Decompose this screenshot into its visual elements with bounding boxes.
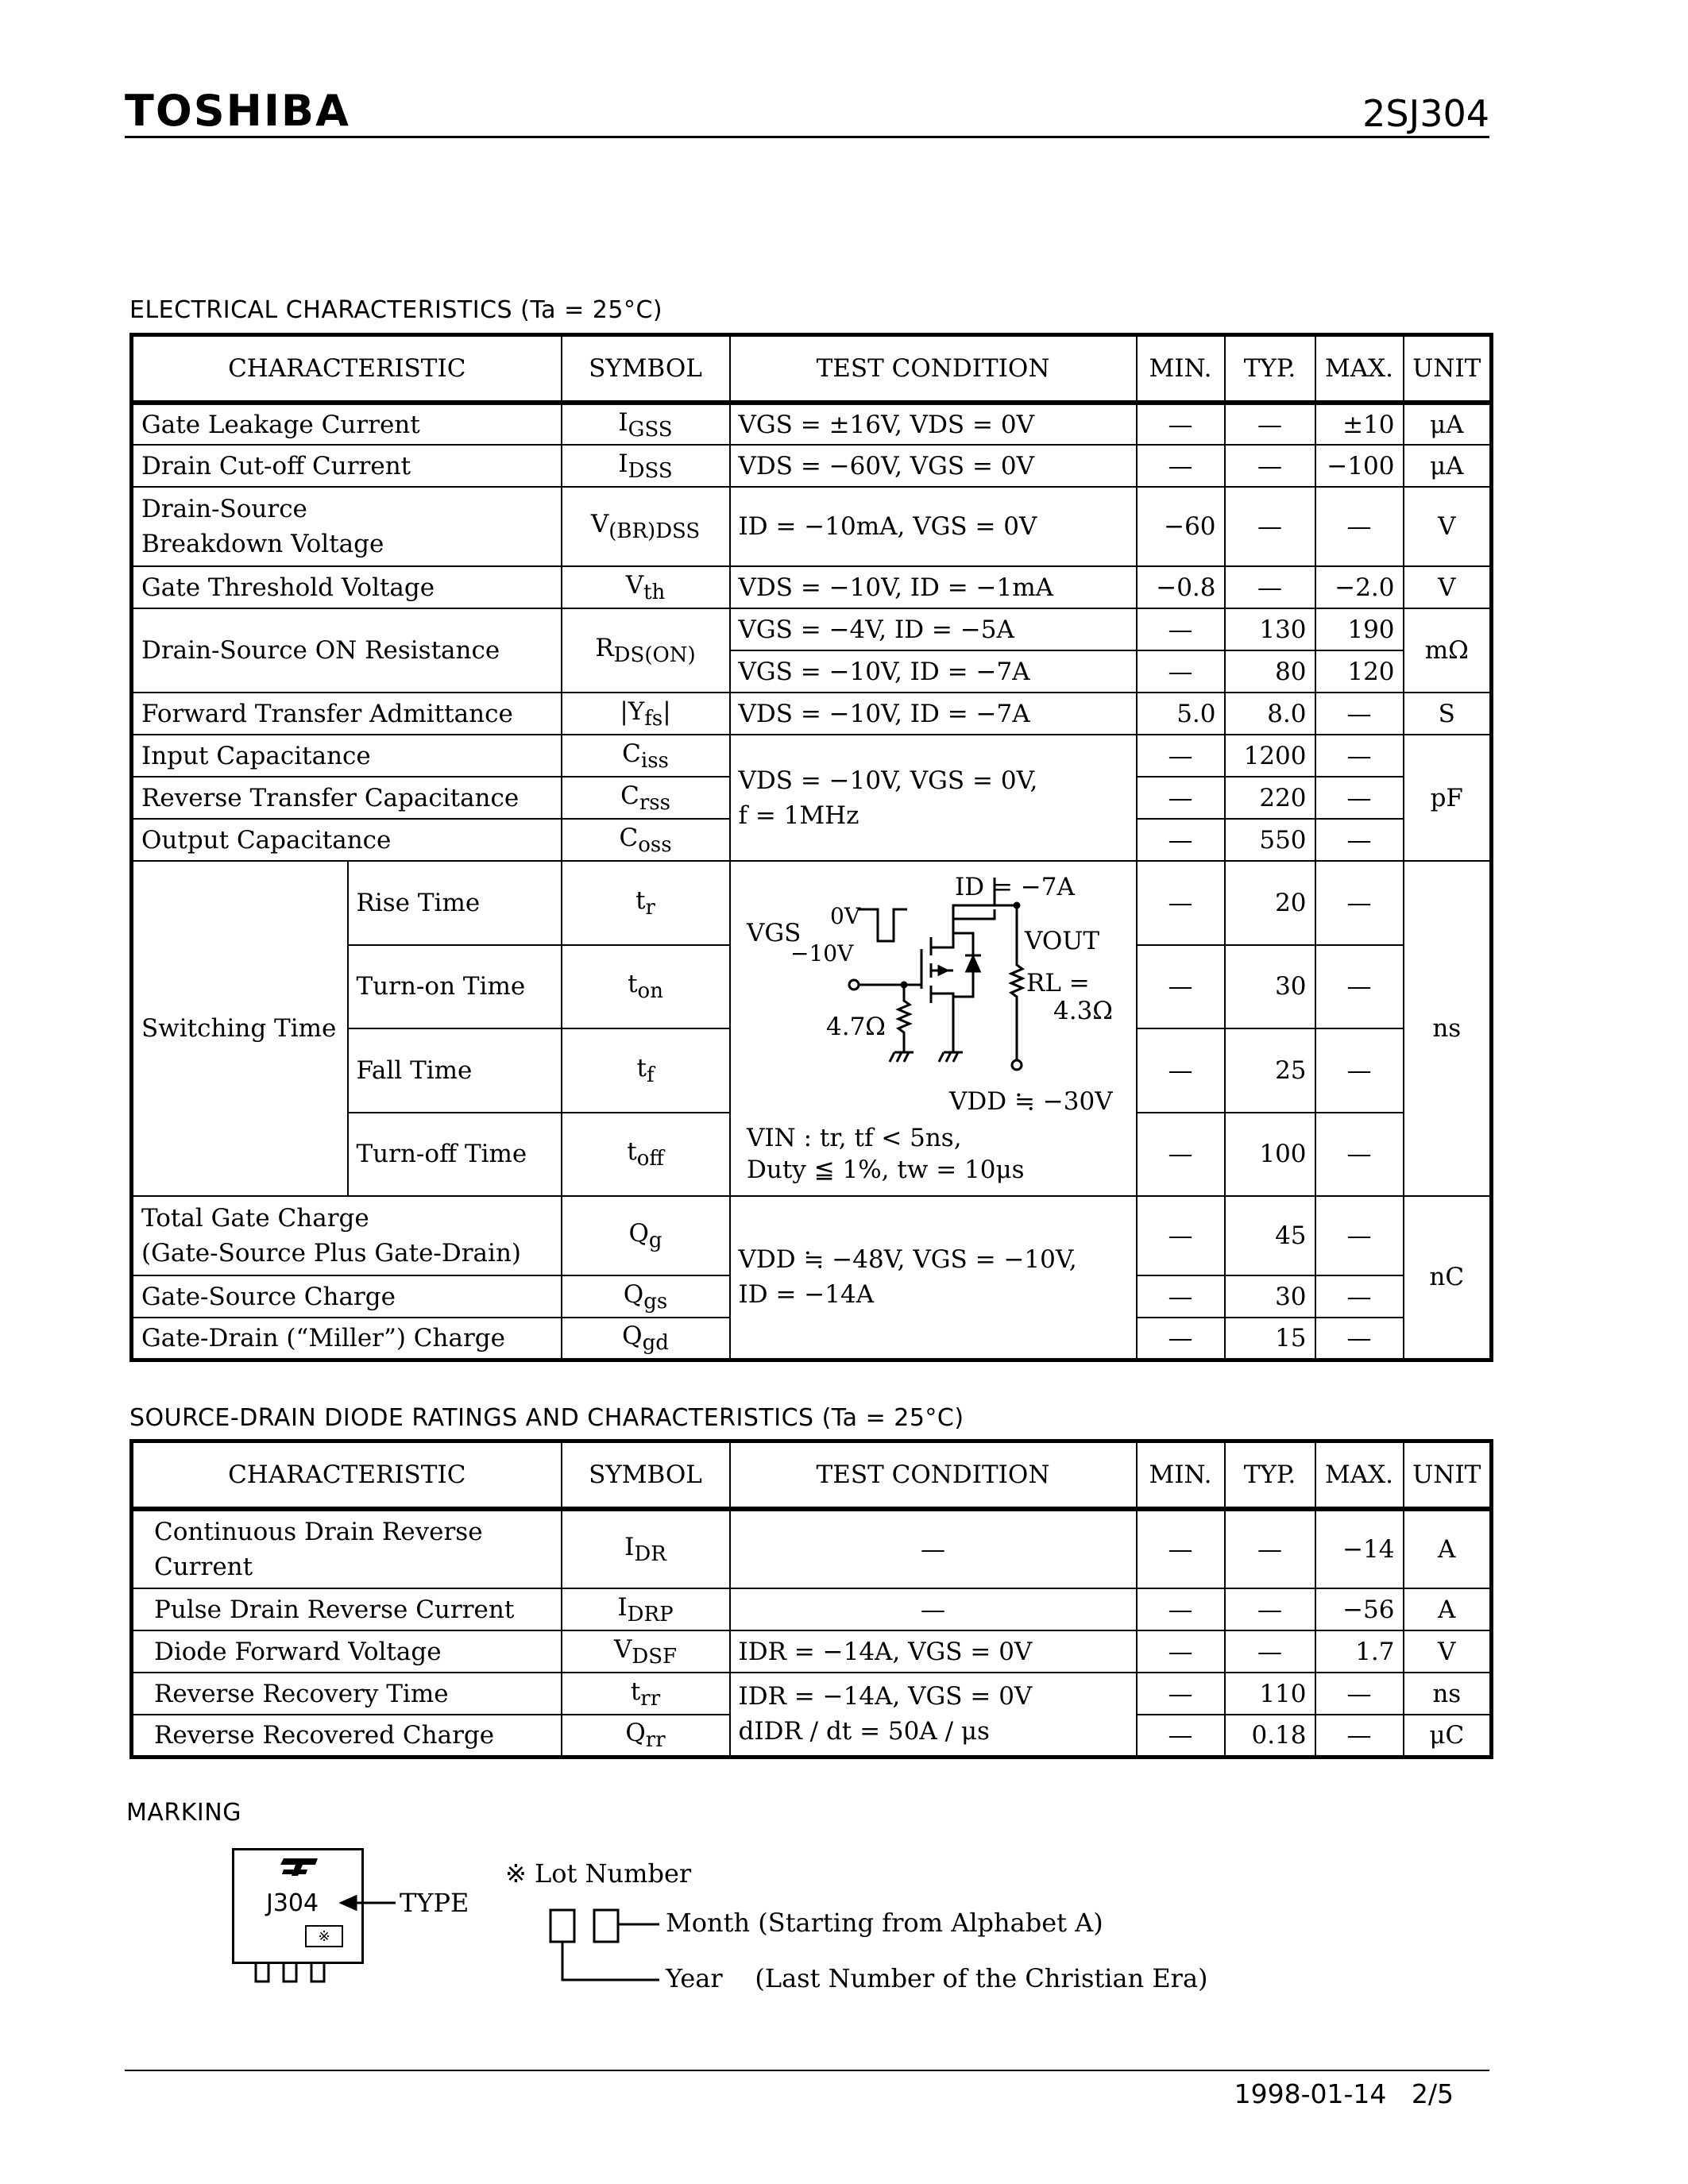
row-typ: 45 <box>1225 1196 1315 1275</box>
switching-test-circuit <box>730 861 1137 1196</box>
table-row <box>132 566 1492 608</box>
table-row <box>132 608 1492 650</box>
row-min: — <box>1137 1715 1225 1757</box>
lot-year-label: Year (Last Number of the Christian Era) <box>666 1963 1208 1993</box>
row-unit: μA <box>1404 445 1492 487</box>
col-header-condition: TEST CONDITION <box>730 335 1137 403</box>
pulse-waveform <box>858 909 907 941</box>
row-min: — <box>1137 1630 1225 1673</box>
row-name: Drain-Source Breakdown Voltage <box>132 487 562 566</box>
row-unit: V <box>1404 487 1492 566</box>
col-header-condition: TEST CONDITION <box>730 1441 1137 1510</box>
row-max: 120 <box>1315 650 1404 693</box>
row-name: Gate Threshold Voltage <box>132 566 562 608</box>
row-symbol: $C_{oss}$ <box>562 819 730 861</box>
row-min: — <box>1137 1673 1225 1715</box>
row-max: — <box>1315 1113 1404 1197</box>
row-name: Rise Time <box>348 861 562 945</box>
circuit-rl-label: RL = <box>1026 969 1090 997</box>
row-max: — <box>1315 1275 1404 1318</box>
row-min: — <box>1137 1028 1225 1113</box>
row-min: — <box>1137 445 1225 487</box>
row-symbol: $R_{DS(ON)}$ <box>562 608 730 693</box>
row-typ: 80 <box>1225 650 1315 693</box>
row-symbol: $V_{DSF}$ <box>562 1630 730 1673</box>
col-header-symbol: SYMBOL <box>562 335 730 403</box>
electrical-section-title: ELECTRICAL CHARACTERISTICS (Ta = 25°C) <box>129 296 663 324</box>
col-header-unit: UNIT <box>1404 1441 1492 1510</box>
row-condition: VDS = −10V, VGS = 0V, f = 1MHz <box>730 735 1137 861</box>
row-name: Total Gate Charge (Gate-Source Plus Gate-Drain) <box>132 1196 562 1275</box>
row-min: — <box>1137 945 1225 1029</box>
row-name: Gate-Source Charge <box>132 1275 562 1318</box>
row-min: — <box>1137 735 1225 777</box>
row-condition: — <box>730 1509 1137 1588</box>
row-symbol: $V_{(BR)DSS}$ <box>562 487 730 566</box>
row-symbol: $C_{iss}$ <box>562 735 730 777</box>
row-min: — <box>1137 861 1225 945</box>
row-typ: 100 <box>1225 1113 1315 1197</box>
row-typ: — <box>1225 566 1315 608</box>
row-name: Turn-off Time <box>348 1113 562 1197</box>
row-min: — <box>1137 1509 1225 1588</box>
row-condition: VGS = −10V, ID = −7A <box>730 650 1137 693</box>
row-min: — <box>1137 650 1225 693</box>
circuit-m10v-label: −10V <box>790 940 853 967</box>
row-typ: 220 <box>1225 777 1315 819</box>
row-typ: 130 <box>1225 608 1315 650</box>
circuit-vout-label: VOUT <box>1024 927 1099 955</box>
row-name: Drain Cut-off Current <box>132 445 562 487</box>
electrical-characteristics-table <box>129 333 1493 1362</box>
row-min: — <box>1137 403 1225 445</box>
row-condition: ID = −10mA, VGS = 0V <box>730 487 1137 566</box>
row-name: Fall Time <box>348 1028 562 1113</box>
row-symbol: $I_{DR}$ <box>562 1509 730 1588</box>
row-unit: A <box>1404 1588 1492 1630</box>
lot-month-label: Month (Starting from Alphabet A) <box>666 1908 1103 1938</box>
row-condition: IDR = −14A, VGS = 0V <box>730 1630 1137 1673</box>
row-max: — <box>1315 1028 1404 1113</box>
row-max: 190 <box>1315 608 1404 650</box>
row-typ: — <box>1225 445 1315 487</box>
row-unit: μC <box>1404 1715 1492 1757</box>
row-condition: VDS = −10V, ID = −1mA <box>730 566 1137 608</box>
row-max: −14 <box>1315 1509 1404 1588</box>
circuit-rg-label: 4.7Ω <box>825 1013 886 1041</box>
row-max: 1.7 <box>1315 1630 1404 1673</box>
row-typ: — <box>1225 1509 1315 1588</box>
ground-icon-2 <box>939 1052 963 1062</box>
row-name: Pulse Drain Reverse Current <box>132 1588 562 1630</box>
col-header-min: MIN. <box>1137 1441 1225 1510</box>
row-min: — <box>1137 777 1225 819</box>
row-name: Gate Leakage Current <box>132 403 562 445</box>
col-header-unit: UNIT <box>1404 335 1492 403</box>
col-header-min: MIN. <box>1137 335 1225 403</box>
row-name: Turn-on Time <box>348 945 562 1029</box>
row-typ: 15 <box>1225 1318 1315 1360</box>
row-unit: pF <box>1404 735 1492 861</box>
package-marking-text: J304 <box>266 1889 319 1917</box>
row-name: Output Capacitance <box>132 819 562 861</box>
input-terminal-icon <box>849 980 859 990</box>
row-typ: 8.0 <box>1225 693 1315 735</box>
diode-section-title: SOURCE-DRAIN DIODE RATINGS AND CHARACTERISTICS (Ta = 25°C) <box>129 1404 964 1432</box>
lot-mark: ※ <box>318 1928 330 1945</box>
table-row <box>132 1196 1492 1275</box>
row-max: −100 <box>1315 445 1404 487</box>
row-condition: VDS = −60V, VGS = 0V <box>730 445 1137 487</box>
row-max: — <box>1315 819 1404 861</box>
row-max: −2.0 <box>1315 566 1404 608</box>
row-min: −60 <box>1137 487 1225 566</box>
row-min: — <box>1137 608 1225 650</box>
row-symbol: $I_{DSS}$ <box>562 445 730 487</box>
row-min: — <box>1137 1275 1225 1318</box>
footer-rule <box>125 2070 1489 2071</box>
table-row <box>132 1509 1492 1588</box>
row-max: — <box>1315 945 1404 1029</box>
table-row <box>132 403 1492 445</box>
row-symbol: $I_{DRP}$ <box>562 1588 730 1630</box>
row-max: — <box>1315 1196 1404 1275</box>
row-unit: ns <box>1404 861 1492 1196</box>
row-typ: 0.18 <box>1225 1715 1315 1757</box>
switching-label: Switching Time <box>132 861 348 1196</box>
row-condition: VDS = −10V, ID = −7A <box>730 693 1137 735</box>
row-max: — <box>1315 693 1404 735</box>
col-header-symbol: SYMBOL <box>562 1441 730 1510</box>
row-min: — <box>1137 1113 1225 1197</box>
row-max: — <box>1315 861 1404 945</box>
table-row <box>132 1630 1492 1673</box>
row-max: — <box>1315 1715 1404 1757</box>
row-symbol: $I_{GSS}$ <box>562 403 730 445</box>
row-typ: 110 <box>1225 1673 1315 1715</box>
row-max: ±10 <box>1315 403 1404 445</box>
col-header-characteristic: CHARACTERISTIC <box>132 1441 562 1510</box>
col-header-max: MAX. <box>1315 335 1404 403</box>
row-condition: VGS = −4V, ID = −5A <box>730 608 1137 650</box>
row-condition: VGS = ±16V, VDS = 0V <box>730 403 1137 445</box>
row-unit: A <box>1404 1509 1492 1588</box>
row-typ: 550 <box>1225 819 1315 861</box>
marking-section-title: MARKING <box>126 1799 241 1827</box>
row-symbol: $t_{rr}$ <box>562 1673 730 1715</box>
row-min: −0.8 <box>1137 566 1225 608</box>
row-max: — <box>1315 487 1404 566</box>
circuit-vdd-label: VDD ≒ −30V <box>948 1087 1113 1116</box>
row-symbol: $C_{rss}$ <box>562 777 730 819</box>
row-unit: μA <box>1404 403 1492 445</box>
row-max: — <box>1315 735 1404 777</box>
ground-icon <box>890 1052 914 1062</box>
col-header-typ: TYP. <box>1225 1441 1315 1510</box>
row-name: Reverse Recovery Time <box>132 1673 562 1715</box>
row-symbol: $t_f$ <box>562 1028 730 1113</box>
row-symbol: $Q_g$ <box>562 1196 730 1275</box>
row-name: Continuous Drain Reverse Current <box>132 1509 562 1588</box>
row-min: — <box>1137 1588 1225 1630</box>
table-row <box>132 1673 1492 1715</box>
row-unit: nC <box>1404 1196 1492 1360</box>
row-max: — <box>1315 1318 1404 1360</box>
switching-circuit-diagram <box>731 862 1138 1195</box>
body-diode-icon <box>965 955 981 971</box>
row-symbol: $Q_{rr}$ <box>562 1715 730 1757</box>
table-row <box>132 487 1492 566</box>
row-condition: IDR = −14A, VGS = 0V dIDR / dt = 50A / μs <box>730 1673 1137 1757</box>
header-rule <box>125 136 1489 138</box>
col-header-typ: TYP. <box>1225 335 1315 403</box>
switching-condition-2: Duty ≦ 1%, tw = 10μs <box>746 1156 1025 1184</box>
row-symbol: $|Y_{fs}|$ <box>562 693 730 735</box>
row-max: — <box>1315 777 1404 819</box>
row-typ: — <box>1225 1588 1315 1630</box>
row-typ: 25 <box>1225 1028 1315 1113</box>
gate-resistor-icon <box>898 985 910 1052</box>
row-unit: mΩ <box>1404 608 1492 693</box>
row-typ: 1200 <box>1225 735 1315 777</box>
row-typ: — <box>1225 487 1315 566</box>
row-name: Reverse Transfer Capacitance <box>132 777 562 819</box>
row-unit: V <box>1404 1630 1492 1673</box>
row-unit: ns <box>1404 1673 1492 1715</box>
row-name: Drain-Source ON Resistance <box>132 608 562 693</box>
row-name: Forward Transfer Admittance <box>132 693 562 735</box>
row-typ: — <box>1225 403 1315 445</box>
diode-characteristics-table <box>129 1439 1493 1759</box>
row-min: — <box>1137 819 1225 861</box>
row-symbol: $V_{th}$ <box>562 566 730 608</box>
row-name: Input Capacitance <box>132 735 562 777</box>
table-row <box>132 735 1492 777</box>
col-header-max: MAX. <box>1315 1441 1404 1510</box>
table-row <box>132 1588 1492 1630</box>
vdd-terminal-icon <box>1012 1060 1022 1070</box>
row-condition: VDD ≒ −48V, VGS = −10V, ID = −14A <box>730 1196 1137 1360</box>
row-typ: — <box>1225 1630 1315 1673</box>
row-symbol: $Q_{gs}$ <box>562 1275 730 1318</box>
row-typ: 30 <box>1225 945 1315 1029</box>
circuit-0v-label: 0V <box>829 903 860 929</box>
footer-date-page: 1998-01-14 2/5 <box>1234 2078 1454 2109</box>
row-typ: 30 <box>1225 1275 1315 1318</box>
row-name: Gate-Drain (“Miller”) Charge <box>132 1318 562 1360</box>
lot-number-title: ※ Lot Number <box>505 1858 692 1889</box>
row-name: Reverse Recovered Charge <box>132 1715 562 1757</box>
switching-condition-1: VIN : tr, tf < 5ns, <box>746 1124 962 1152</box>
row-symbol: $Q_{gd}$ <box>562 1318 730 1360</box>
row-symbol: $t_{on}$ <box>562 945 730 1029</box>
row-unit: S <box>1404 693 1492 735</box>
col-header-characteristic: CHARACTERISTIC <box>132 335 562 403</box>
circuit-rl-value: 4.3Ω <box>1053 997 1113 1025</box>
row-min: 5.0 <box>1137 693 1225 735</box>
row-min: — <box>1137 1318 1225 1360</box>
row-max: — <box>1315 1673 1404 1715</box>
brand-logo-text: TOSHIBA <box>125 86 350 136</box>
row-unit: V <box>1404 566 1492 608</box>
table-header-row <box>132 335 1492 403</box>
circuit-id-label: ID = −7A <box>954 873 1075 901</box>
part-number: 2SJ304 <box>1362 92 1489 135</box>
circuit-vgs-label: VGS <box>746 919 801 947</box>
table-row <box>132 693 1492 735</box>
row-symbol: $t_r$ <box>562 861 730 945</box>
row-max: −56 <box>1315 1588 1404 1630</box>
table-row <box>132 861 1492 945</box>
type-label: TYPE <box>400 1888 469 1918</box>
row-min: — <box>1137 1196 1225 1275</box>
row-name: Diode Forward Voltage <box>132 1630 562 1673</box>
row-symbol: $t_{off}$ <box>562 1113 730 1197</box>
row-condition: — <box>730 1588 1137 1630</box>
table-header-row <box>132 1441 1492 1510</box>
row-typ: 20 <box>1225 861 1315 945</box>
table-row <box>132 445 1492 487</box>
